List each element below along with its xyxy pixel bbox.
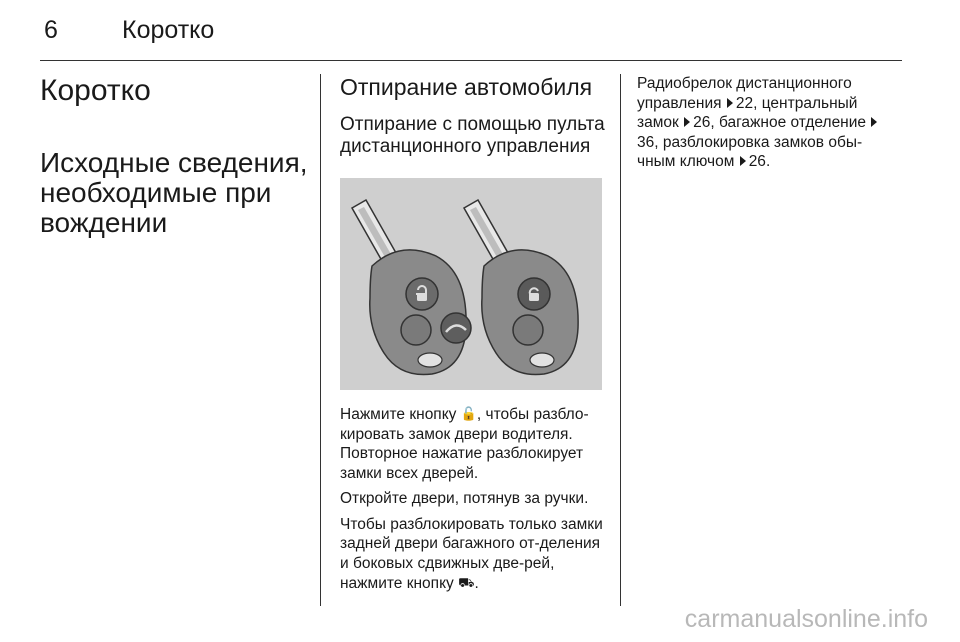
watermark: carmanualsonline.info	[684, 605, 928, 633]
car-key-remote-figure	[340, 178, 602, 390]
cargo-door-icon: ⛟	[458, 575, 475, 590]
page-reference[interactable]: 36	[637, 133, 655, 151]
reference-arrow-icon	[727, 98, 733, 108]
reference-arrow-icon	[740, 156, 746, 166]
section-heading: Отпирание автомобиля	[340, 74, 593, 100]
page-reference[interactable]: 26	[693, 114, 711, 131]
unlock-icon: 🔓	[460, 406, 477, 421]
running-title: Коротко	[122, 16, 215, 44]
cargo-button-left	[441, 313, 471, 343]
column-1	[40, 74, 312, 238]
page-number: 6	[44, 16, 58, 44]
key-fob-right	[464, 200, 578, 375]
paragraph-unlock-cargo: Чтобы разблокировать только замки задней двери багажного от-деления и боковых сдвижных две-рей, нажмите кнопку ⛟.	[340, 515, 603, 592]
lock-button-right	[513, 315, 543, 345]
reference-arrow-icon	[684, 117, 690, 127]
subsection-heading: Отпирание с помощью пульта дистанционного управления	[340, 114, 605, 157]
column-divider-2	[620, 74, 621, 606]
section-title: Исходные сведения, необходимые при вождении	[40, 147, 308, 238]
cross-reference-paragraph: Радиобрелок дистанционного управления 22, центральный замок 26, багажное отделение 36, разблокировка замков обы-чным ключом 26.	[637, 74, 899, 172]
paragraph-unlock-driver: Нажмите кнопку 🔓, чтобы разбло-кировать замок двери водителя. Повторное нажатие разблокирует замки всех дверей.	[340, 406, 589, 482]
lock-button-left	[401, 315, 431, 345]
column-3	[637, 74, 899, 172]
paragraph-open-doors: Откройте двери, потянув за ручки.	[340, 490, 589, 507]
page-reference[interactable]: 22	[735, 94, 754, 112]
page-reference[interactable]: 26	[748, 153, 766, 170]
chapter-title: Коротко	[40, 74, 151, 107]
reference-arrow-icon	[871, 117, 877, 127]
column-divider-1	[320, 74, 321, 606]
key-fob-left	[352, 200, 471, 375]
header-divider	[40, 60, 902, 61]
column-2	[340, 74, 608, 594]
car-key-remote-illustration	[340, 178, 602, 390]
page-header	[44, 16, 902, 56]
